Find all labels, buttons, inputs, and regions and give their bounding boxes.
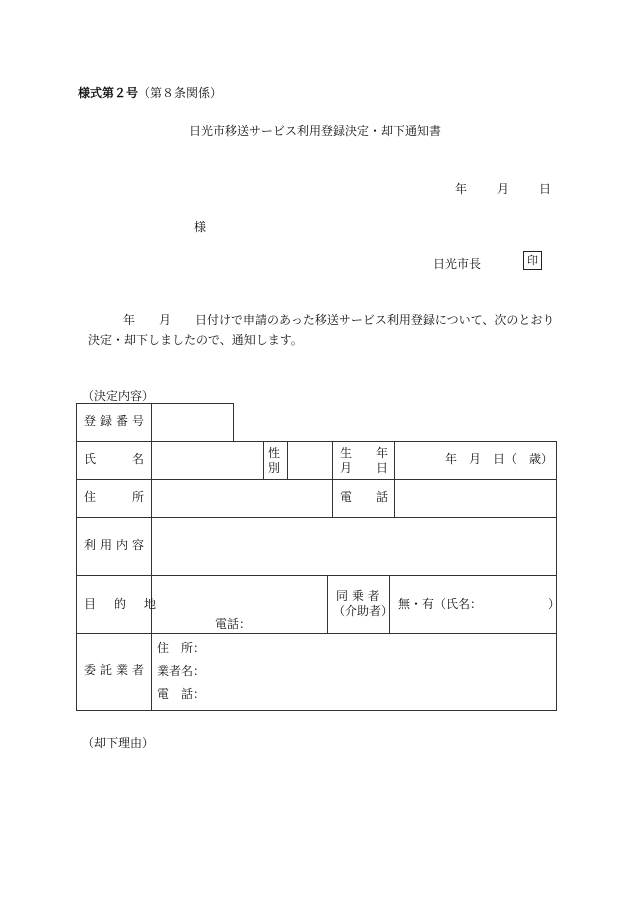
table-line xyxy=(76,633,557,634)
label-destination: 目 的 地 xyxy=(84,597,160,611)
label-usage: 利用内容 xyxy=(84,538,149,552)
issue-date xyxy=(455,180,551,197)
date-day: 日 xyxy=(539,182,552,196)
table-line xyxy=(332,441,333,517)
table-line xyxy=(76,575,557,576)
table-line xyxy=(556,441,557,711)
label-registration-no: 登録番号 xyxy=(84,414,149,428)
body-line-1: 年 月 日付けで申請のあった移送サービス利用登録について、次のとおり xyxy=(123,313,555,327)
section-rejection-heading: （却下理由） xyxy=(82,736,155,750)
table-line xyxy=(327,575,328,633)
label-birth-1: 生 年 xyxy=(340,446,389,460)
companion-value: 無・有（氏名： ） xyxy=(398,597,561,611)
table-line xyxy=(394,441,395,517)
label-companion-1: 同 乗 者 xyxy=(336,589,380,603)
form-number xyxy=(78,84,222,101)
table-line xyxy=(263,441,264,479)
contractor-address: 住 所： xyxy=(157,641,206,655)
label-birth-2: 月 日 xyxy=(340,461,389,475)
table-line xyxy=(76,441,557,442)
label-sex-1: 性 xyxy=(268,446,281,460)
contractor-name: 業者名： xyxy=(157,664,206,678)
label-address: 住 所 xyxy=(84,490,149,504)
contractor-phone: 電 話： xyxy=(157,687,206,701)
destination-phone: 電話： xyxy=(215,617,252,631)
table-line xyxy=(76,479,557,480)
form-number-label: 様式第２号 xyxy=(78,86,139,100)
sender-name: 日光市長 xyxy=(433,257,482,271)
birth-date-value: 年 月 日（ 歳） xyxy=(445,452,554,466)
table-line xyxy=(151,403,152,711)
label-companion-2: （介助者） xyxy=(333,604,394,618)
addressee-suffix: 様 xyxy=(194,220,207,234)
date-year: 年 xyxy=(455,182,468,196)
table-line xyxy=(76,517,557,518)
table-line xyxy=(76,403,234,404)
table-line xyxy=(76,403,77,711)
seal-mark: 印 xyxy=(523,251,542,270)
section-decision-heading: （決定内容） xyxy=(82,389,155,403)
table-line xyxy=(287,441,288,479)
table-line xyxy=(233,403,234,441)
label-phone: 電 話 xyxy=(340,490,389,504)
label-sex-2: 別 xyxy=(268,461,281,475)
form-relation: （第８条関係） xyxy=(138,86,223,100)
body-line-2: 決定・却下しましたので、通知します。 xyxy=(88,333,303,347)
label-contractor: 委託業者 xyxy=(84,663,149,677)
table-line xyxy=(76,710,557,711)
document-title: 日光市移送サービス利用登録決定・却下通知書 xyxy=(188,124,441,138)
label-name: 氏 名 xyxy=(84,452,149,466)
date-month: 月 xyxy=(497,182,510,196)
